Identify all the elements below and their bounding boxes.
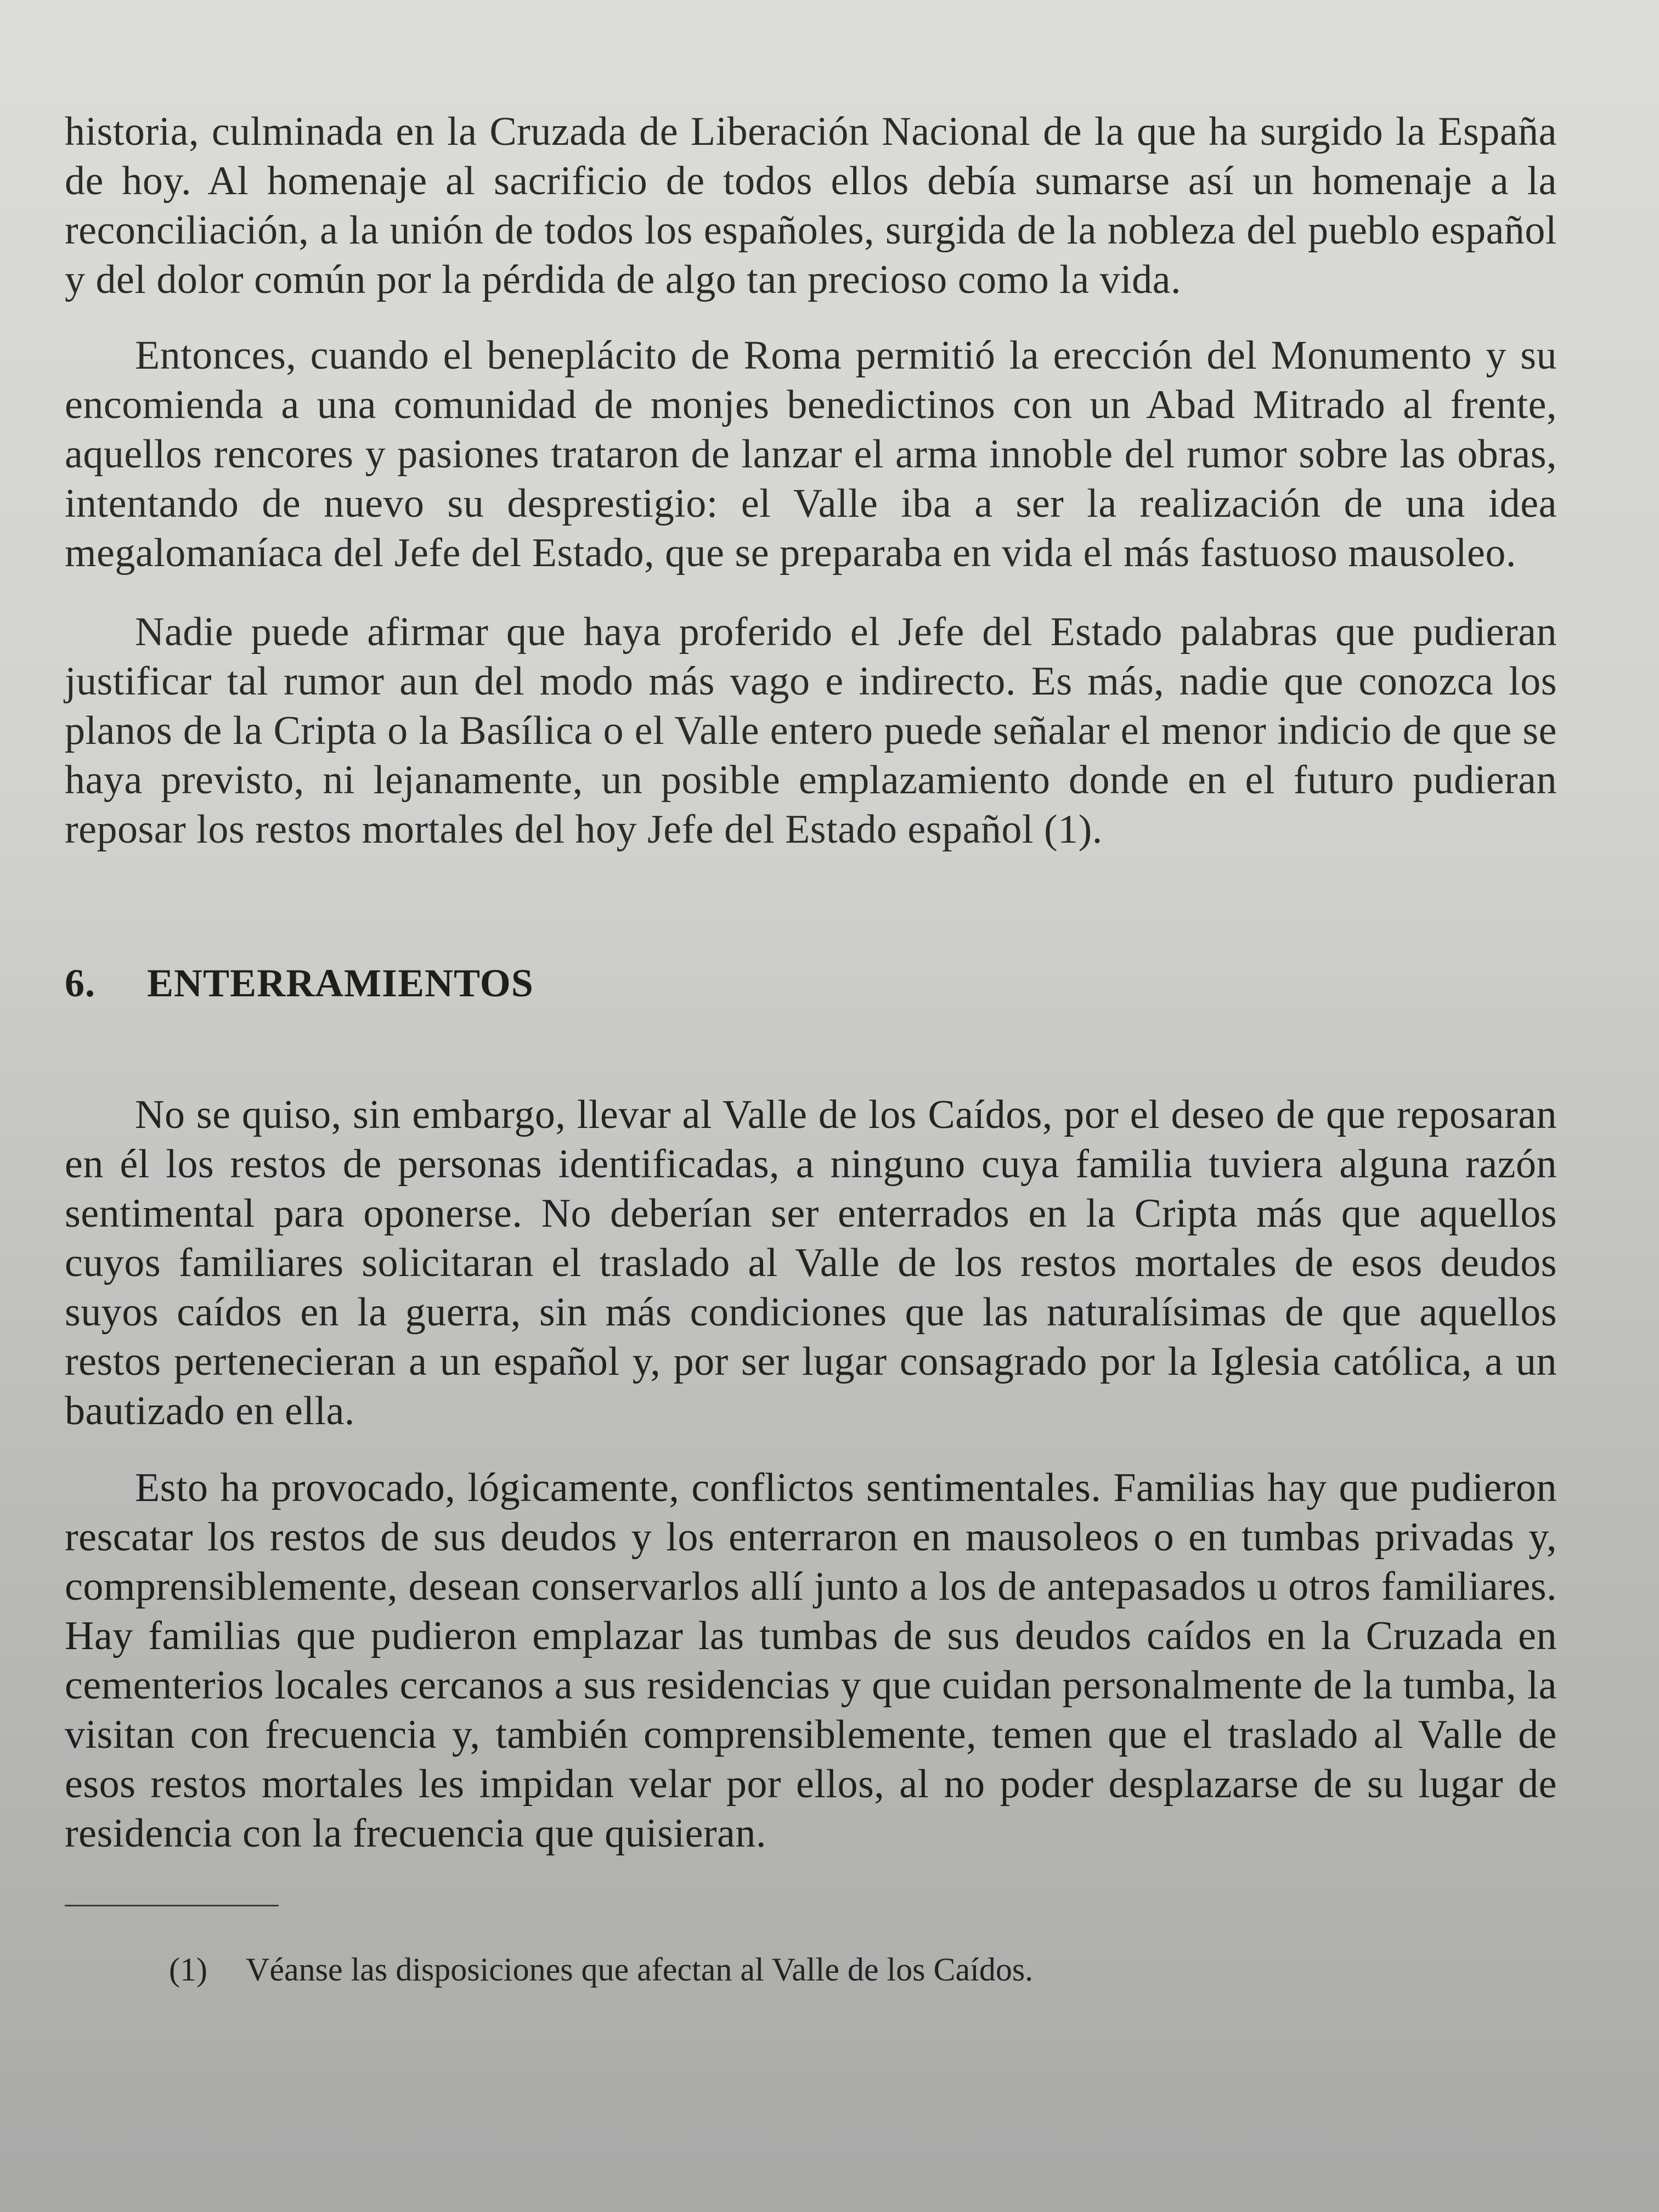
footnote-divider	[65, 1905, 279, 1906]
footnote-text: Véanse las disposiciones que afectan al Valle de los Caídos.	[246, 1951, 1034, 1988]
document-page	[65, 107, 1557, 1991]
paragraph-enterramientos-2: Esto ha provocado, lógicamente, conflictos sentimentales. Familias hay que pudieron rescatar los restos de sus deudos y los enterraron en mausoleos o en tumbas privadas y, comprensiblemente, desean conservarlos allí junto a los de antepasados u otros familiares. Hay familias que pudieron emplazar las tumbas de sus deudos caídos en la Cruzada en cementerios locales cercanos a sus residencias y que cuidan personalmente de la tumba, la visitan con frecuencia y, también comprensiblemente, temen que el traslado al Valle de esos restos mortales les impidan velar por ellos, al no poder desplazarse de su lugar de residencia con la frecuencia que quisieran.	[65, 1465, 1557, 1856]
paragraph-enterramientos-1: No se quiso, sin embargo, llevar al Valle de los Caídos, por el deseo de que reposaran en él los restos de personas identificadas, a ninguno cuya familia tuviera alguna razón sentimental para oponerse. No deberían ser enterrados en la Cripta más que aquellos cuyos familiares solicitaran el traslado al Valle de los restos mortales de esos deudos suyos caídos en la guerra, sin más condiciones que las naturalísimas de que aquellos restos pertenecieran a un español y, por ser lugar consagrado por la Iglesia católica, a un bautizado en ella.	[65, 1092, 1557, 1434]
footnote-mark: (1)	[169, 1951, 207, 1988]
paragraph-jefe-estado: Nadie puede afirmar que haya proferido el Jefe del Estado palabras que pudieran justificar tal rumor aun del modo más vago e indirecto. Es más, nadie que conozca los planos de la Cripta o la Basílica o el Valle entero puede señalar el menor indicio de que se haya previsto, ni lejanamente, un posible emplazamiento donde en el futuro pudieran reposar los restos mortales del hoy Jefe del Estado español (1).	[65, 610, 1557, 852]
footnote	[65, 1948, 1557, 1991]
section-title: ENTERRAMIENTOS	[147, 961, 534, 1005]
paragraph-monumento-rumor: Entonces, cuando el beneplácito de Roma permitió la erección del Monumento y su encomienda a una comunidad de monjes benedictinos con un Abad Mitrado al frente, aquellos rencores y pasiones trataron de lanzar el arma innoble del rumor sobre las obras, intentando de nuevo su desprestigio: el Valle iba a ser la realización de una idea megalomaníaca del Jefe del Estado, que se preparaba en vida el más fastuoso mausoleo.	[65, 333, 1557, 575]
section-heading	[65, 958, 1557, 1008]
paragraph-continuation: historia, culminada en la Cruzada de Liberación Nacional de la que ha surgido la España de hoy. Al homenaje al sacrificio de todos ellos debía sumarse así un homenaje a la reconciliación, a la unión de todos los españoles, surgida de la nobleza del pueblo español y del dolor común por la pérdida de algo tan precioso como la vida.	[65, 109, 1557, 302]
section-number: 6.	[65, 961, 95, 1005]
